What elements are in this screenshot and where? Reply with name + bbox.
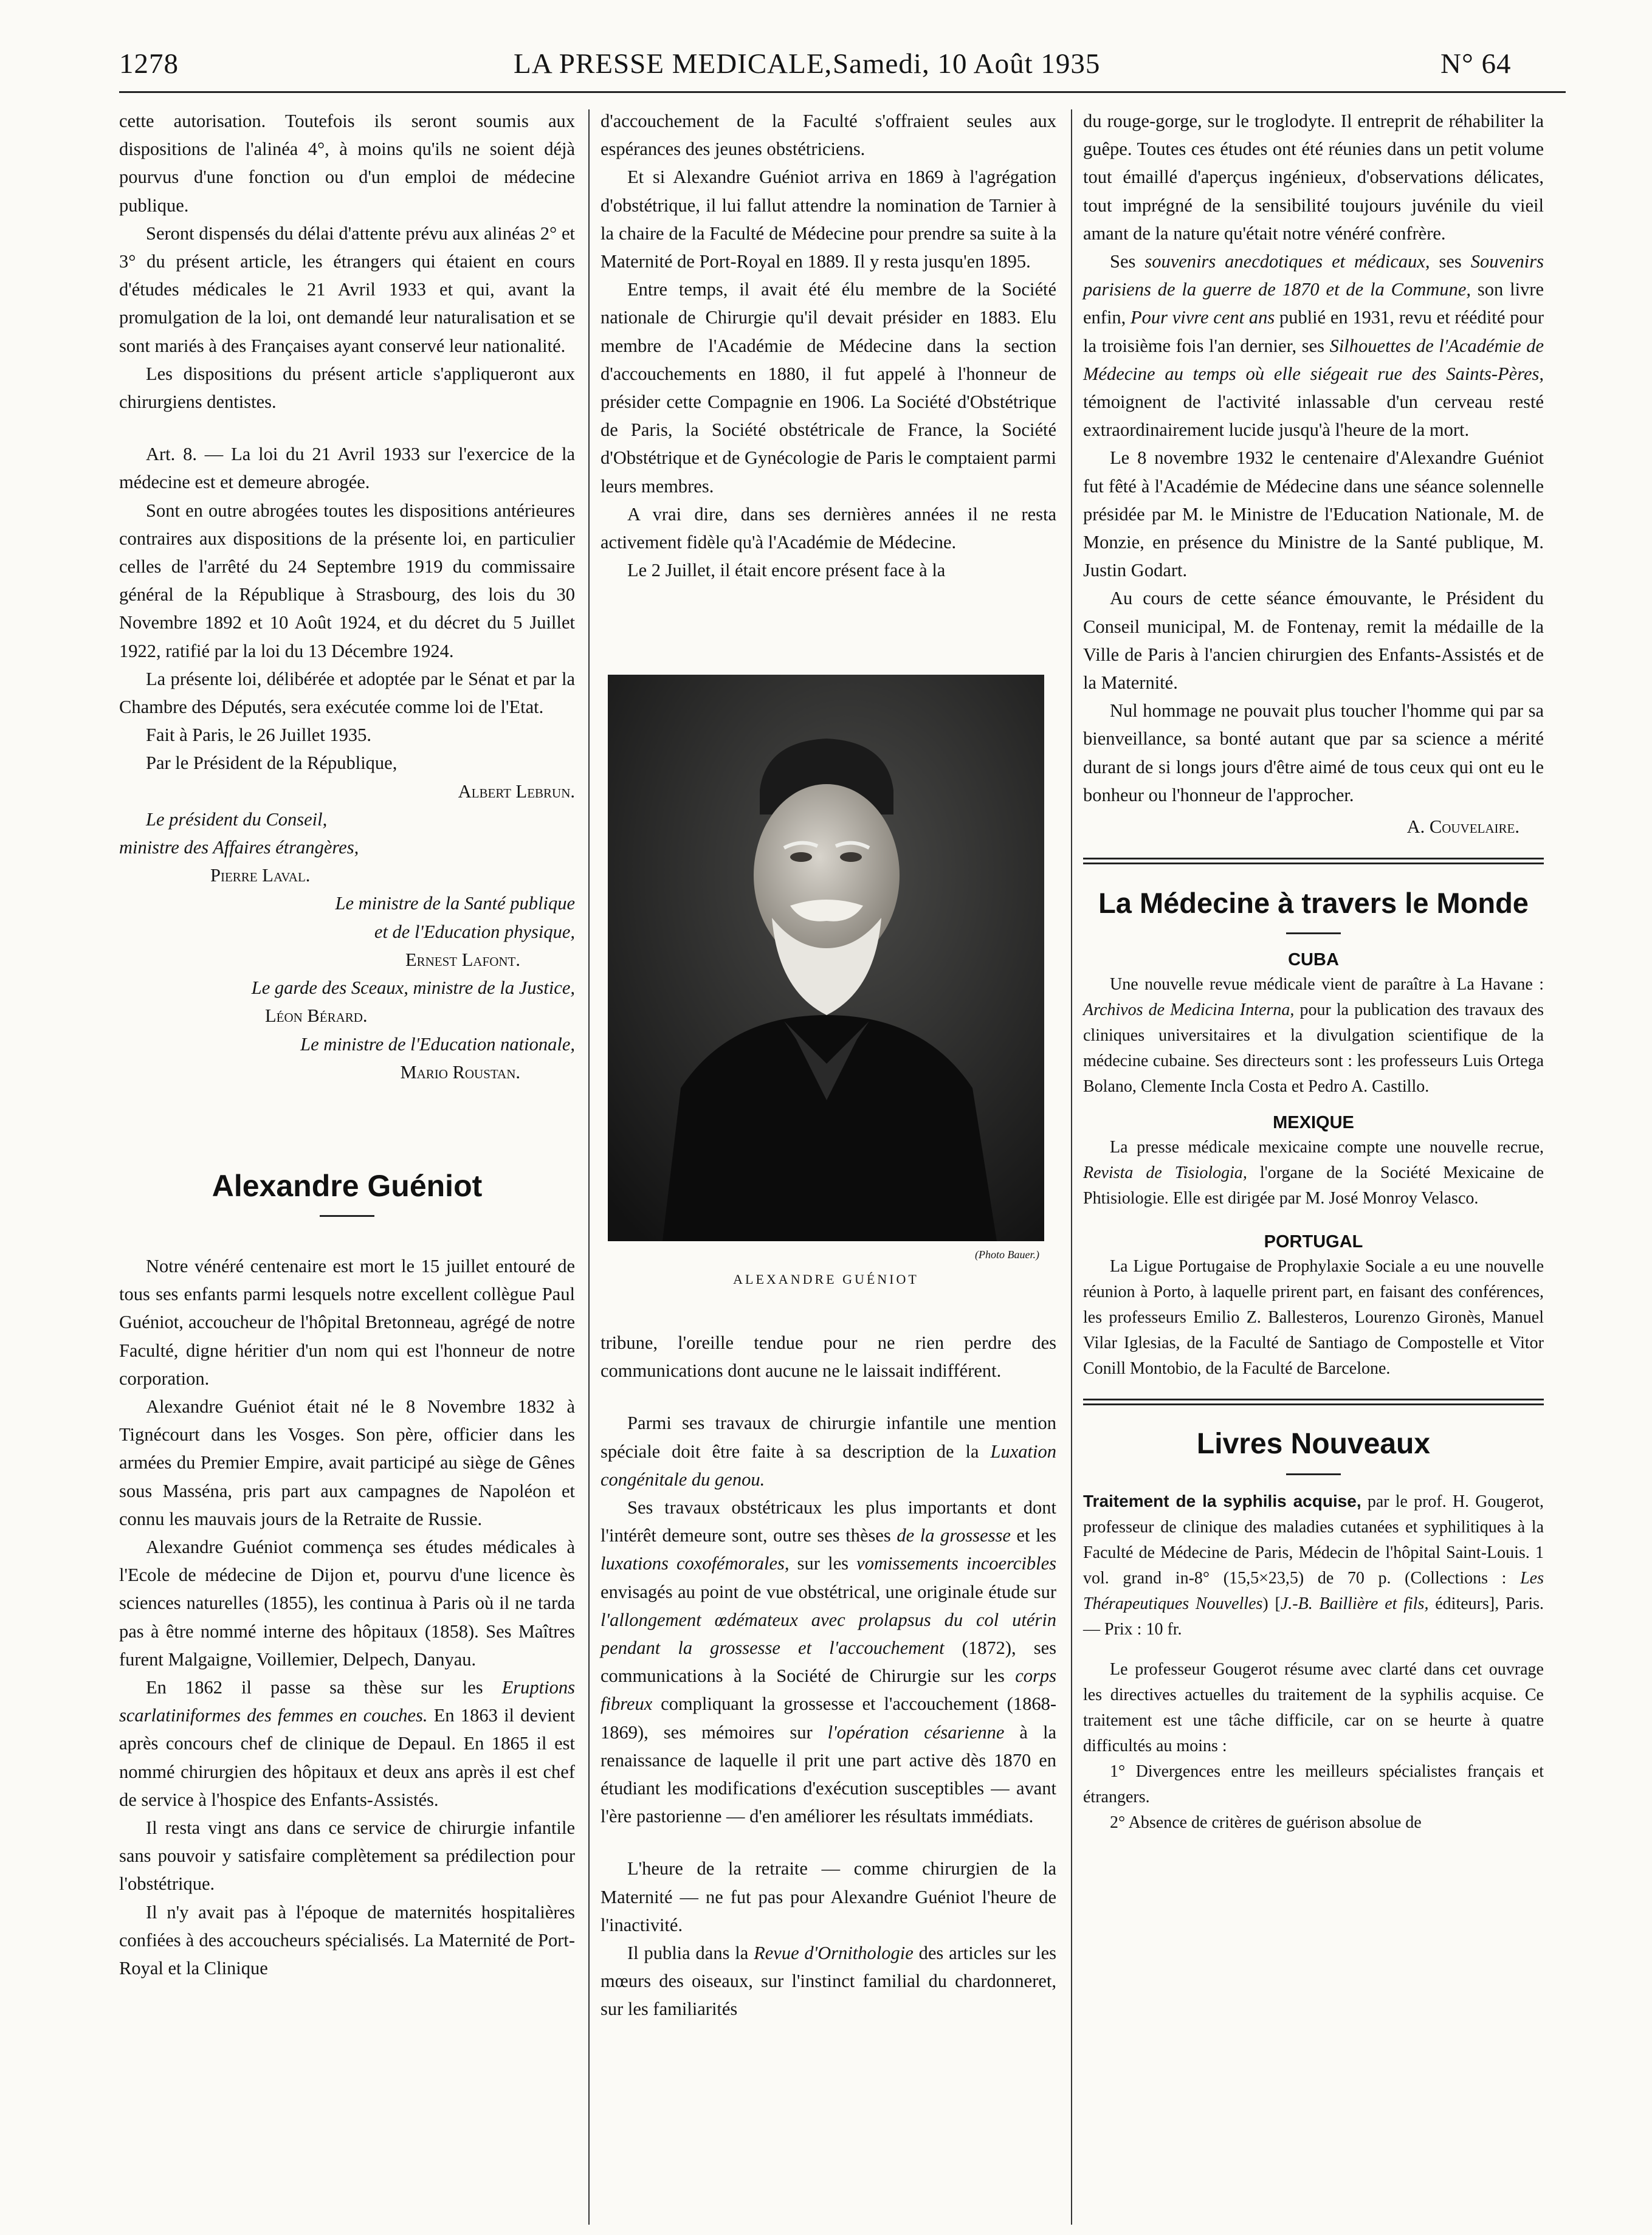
paragraph: La présente loi, délibérée et adoptée par le Sénat et par la Chambre des Députés, sera exécutée comme loi de l'Etat. — [119, 668, 575, 718]
section-rule — [1083, 1399, 1544, 1405]
paragraph: cette autorisation. Toutefois ils seront soumis aux dispositions de l'alinéa 4°, à moins qu'ils ne soient déjà pourvus d'une fonction ou d'un emploi de médecine publique. — [119, 111, 575, 216]
paragraph: du rouge-gorge, sur le troglodyte. Il entreprit de réhabiliter la guêpe. Toutes ces études ont été réunies dans un petit volume tout émaillé d'aperçus ingénieux, d'observations délicates, tout imprégné de la sensibilité toujours juvénile du vieil amant de la nature qu'était notre vénéré confrère. — [1083, 111, 1544, 244]
paragraph: Sont en outre abrogées toutes les dispositions antérieures contraires aux dispositions de la présente loi, en particulier celles de l'arrêté du 24 Septembre 1919 du commissaire général de la République à Strasbourg, des lois du 30 Novembre 1892 et 10 Août 1924, et du décret du 5 Juillet 1922, ratifié par la loi du 13 Décembre 1924. — [119, 500, 575, 661]
country-heading-portugal: PORTUGAL — [1264, 1232, 1363, 1252]
signature-role: et de l'Education physique, — [374, 921, 575, 942]
page-header — [0, 47, 1652, 90]
section-heading: La Médecine à travers le Monde — [1098, 887, 1529, 920]
column-1 — [119, 107, 575, 1982]
column-2 — [601, 107, 1056, 584]
paragraph: Le 8 novembre 1932 le centenaire d'Alexandre Guéniot fut fêté à l'Académie de Médecine dans une séance solennelle présidée par M. le Ministre de l'Education Nationale, M. de Monzie, en présence du Ministre de la Santé publique, M. Justin Godart. — [1083, 447, 1544, 581]
paragraph: La presse médicale mexicaine compte une nouvelle recrue, Revista de Tisiologia, l'organe de la Société Mexicaine de Phtisiologie. Elle est dirigée par M. José Monroy Velasco. — [1083, 1138, 1544, 1208]
signature-role: ministre des Affaires étrangères, — [119, 837, 359, 858]
issue-number: N° 64 — [1440, 48, 1512, 80]
paragraph: Il n'y avait pas à l'époque de maternités hospitalières confiées à des accoucheurs spécialisés. La Maternité de Port-Royal et la Clinique — [119, 1901, 575, 1978]
country-heading-mexique: MEXIQUE — [1273, 1113, 1354, 1133]
paragraph: Et si Alexandre Guéniot arriva en 1869 à l'agrégation d'obstétrique, il lui fallut attendre la nomination de Tarnier à la chaire de la Faculté de Médecine pour prendre sa suite à la Maternité de Port-Royal en 1889. Il y resta jusqu'en 1895. — [601, 167, 1056, 272]
signature-title: Le garde des Sceaux, ministre de la Justice, — [251, 977, 575, 999]
signature-title: Le président du Conseil, — [146, 808, 328, 830]
paragraph: Ses travaux obstétricaux les plus importants et dont l'intérêt demeure sont, outre ses thèses de la grossesse et les luxations coxofémorales, sur les vomissements incoercibles envisagés au point de vue obstétrical, une originale étude sur l'allongement œdémateux avec prolapsus du col utérin pendant la grossesse et l'accouchement (1872), ses communications à la Société de Chirurgie sur les corps fibreux compliquant la grossesse et l'accouchement (1868-1869), ses mémoires sur l'opération césarienne à la renaissance de laquelle il prit une part active dès 1870 en étudiant les modifications d'exécution susceptibles — avant l'ère pastorienne — d'en améliorer les résultats immédiats. — [601, 1497, 1056, 1827]
column-separator — [1071, 109, 1072, 2225]
paragraph: Alexandre Guéniot était né le 8 Novembre 1832 à Tignécourt dans les Vosges. Son père, officier dans les armées du Premier Empire, avait participé au siège de Gênes sous Masséna, pris part aux campagnes de Napoléon et connu les mauvais jours de la Retraite de Russie. — [119, 1396, 575, 1529]
obituary-heading: Alexandre Guéniot — [212, 1168, 483, 1203]
paragraph: Entre temps, il avait été élu membre de la Société nationale de Chirurgie qu'il devait présider en 1883. Elu membre de l'Académie de Médecine dans la section d'accouchements en 1880, il fut appelé à l'honneur de présider cette Compagnie en 1906. La Société d'Obstétrique de Paris, la Société obstétricale de France, la Société d'Obstétrique et de Gynécologie de Paris le comptaient parmi leurs membres. — [601, 279, 1056, 497]
heading-rule — [320, 1215, 374, 1217]
paragraph: Une nouvelle revue médicale vient de paraître à La Havane : Archivos de Medicina Interna, pour la publication des travaux des cliniques universitaires et la divulgation scientifique de la médecine cubaine. Ses directeurs sont : les professeurs Luis Ortega Bolano, Clemente Incla Costa et Pedro A. Castillo. — [1083, 975, 1544, 1097]
author-signature: A. Couvelaire. — [1406, 816, 1519, 838]
paragraph: Nul hommage ne pouvait plus toucher l'homme qui par sa bienveillance, sa bonté autant que par sa science a mérité durant de si longs jours d'être aimé de tous ceux qui ont eu le bonheur ou l'honneur de l'approcher. — [1083, 700, 1544, 805]
paragraph: Le 2 Juillet, il était encore présent face à la — [627, 560, 946, 581]
paragraph: La Ligue Portugaise de Prophylaxie Sociale a eu une nouvelle réunion à Porto, à laquelle prirent part, en faisant des conférences, les professeurs Emilio Z. Ballesteros, Lourenzo Gironès, Manuel Vilar Iglesias, de la Faculté de Santiago de Compostelle et Vitor Conill Montobio, de la Faculté de Barcelone. — [1083, 1257, 1544, 1379]
paragraph: Seront dispensés du délai d'attente prévu aux alinéas 2° et 3° du présent article, les étrangers qui étaient en cours d'études médicales le 21 Avril 1933 et qui, avant la promulgation de la loi, ont demandé leur naturalisation et se sont mariés à des Françaises ayant conservé leur nationalité. — [119, 222, 575, 356]
heading-rule — [1286, 932, 1341, 934]
issue-date: Samedi, 10 Août 1935 — [833, 48, 1101, 80]
signature-title: Le ministre de la Santé publique — [335, 893, 575, 914]
paragraph: L'heure de la retraite — comme chirurgien de la Maternité — ne fut pas pour Alexandre Guéniot l'heure de l'inactivité. — [601, 1858, 1056, 1935]
book-entry: Traitement de la syphilis acquise, par le prof. H. Gougerot, professeur de clinique des maladies cutanées et syphilitiques à la Faculté de Médecine de Paris, Médecin de l'hôpital Saint-Louis. 1 vol. grand in-8° (15,5×23,5) de 70 p. (Collections : Les Thérapeutiques Nouvelles) [J.-B. Baillière et fils, éditeurs], Paris. — Prix : 10 fr. — [1083, 1492, 1544, 1639]
list-item: 1° Divergences entre les meilleurs spécialistes français et étrangers. — [1083, 1762, 1544, 1807]
column-2-continued — [601, 1329, 1056, 2023]
page-number: 1278 — [119, 48, 179, 80]
signature-name: Mario Roustan. — [400, 1061, 520, 1083]
signature-name: Léon Bérard. — [265, 1005, 368, 1027]
paragraph: Par le Président de la République, — [146, 752, 398, 774]
paragraph: Notre vénéré centenaire est mort le 15 juillet entouré de tous ses enfants parmi lesquels notre excellent collègue Paul Guéniot, accoucheur de l'hôpital Bretonneau, agrégé de notre Faculté, digne héritier d'un nom qui est l'honneur de notre corporation. — [119, 1255, 575, 1389]
journal-title: LA PRESSE MEDICALE, — [514, 48, 833, 80]
paragraph: A vrai dire, dans ses dernières années il ne resta activement fidèle qu'à l'Académie de Médecine. — [601, 503, 1056, 553]
paragraph: tribune, l'oreille tendue pour ne rien perdre des communications dont aucune ne le laissait indifférent. — [601, 1332, 1056, 1382]
signature-title: Le ministre de l'Education nationale, — [300, 1033, 575, 1055]
paragraph: d'accouchement de la Faculté s'offraient seules aux espérances des jeunes obstétriciens. — [601, 111, 1056, 160]
paragraph: Les dispositions du présent article s'appliqueront aux chirurgiens dentistes. — [119, 363, 575, 413]
paragraph: Il resta vingt ans dans ce service de chirurgie infantile sans pouvoir y satisfaire complètement sa prédilection pour l'obstétrique. — [119, 1817, 575, 1895]
heading-rule — [1286, 1473, 1341, 1475]
article-8: Art. 8. — La loi du 21 Avril 1933 sur l'exercice de la médecine est et demeure abrogée. — [119, 444, 575, 493]
paragraph: Le professeur Gougerot résume avec clarté dans cet ouvrage les directives actuelles du traitement de la syphilis acquise. Ce traitement est une tâche difficile, car on se heurte à quatre difficultés au moins : — [1083, 1660, 1544, 1756]
paragraph: Alexandre Guéniot commença ses études médicales à l'Ecole de médecine de Dijon et, pourvu d'une licence ès sciences naturelles (1855), les continua à Paris où il ne tarda pas à être nommé interne des hôpitaux (1858). Ses Maîtres furent Malgaigne, Voillemier, Delpech, Danyau. — [119, 1536, 575, 1670]
signature-name: Albert Lebrun. — [458, 780, 575, 802]
signature-name: Ernest Lafont. — [405, 949, 520, 970]
paragraph: Fait à Paris, le 26 Juillet 1935. — [146, 725, 372, 746]
column-3 — [1083, 107, 1544, 1836]
country-heading-cuba: CUBA — [1288, 950, 1339, 970]
portrait-photo — [608, 675, 1044, 1241]
photo-caption: ALEXANDRE GUÉNIOT — [733, 1272, 919, 1287]
section-rule — [1083, 858, 1544, 864]
paragraph: Au cours de cette séance émouvante, le Président du Conseil municipal, M. de Fontenay, remit la médaille de la Ville de Paris à l'ancien chirurgien des Enfants-Assistés et de la Maternité. — [1083, 588, 1544, 694]
photo-credit: (Photo Bauer.) — [975, 1248, 1039, 1261]
paragraph: Parmi ses travaux de chirurgie infantile une mention spéciale doit être faite à sa description de la Luxation congénitale du genou. — [601, 1413, 1056, 1490]
list-item: 2° Absence de critères de guérison absolue de — [1110, 1813, 1422, 1833]
paragraph: En 1862 il passe sa thèse sur les Eruptions scarlatiniformes des femmes en couches. En 1863 il devient après concours chef de clinique de Depaul. En 1865 il est nommé chirurgien des hôpitaux et deux ans après il est chef de service à l'hospice des Enfants-Assistés. — [119, 1676, 575, 1810]
signature-name: Pierre Laval. — [210, 865, 311, 886]
column-separator — [588, 109, 590, 2225]
header-rule — [119, 91, 1566, 93]
paragraph: Ses souvenirs anecdotiques et médicaux, ses Souvenirs parisiens de la guerre de 1870 et de la Commune, son livre enfin, Pour vivre cent ans publié en 1931, revu et réédité pour la troisième fois l'an dernier, ses Silhouettes de l'Académie de Médecine au temps où elle siégeait rue des Saints-Pères, témoignent de l'activité inlassable d'un cerveau resté extraordinairement lucide jusqu'à l'heure de la mort. — [1083, 251, 1544, 441]
section-heading: Livres Nouveaux — [1196, 1428, 1431, 1461]
paragraph: Il publia dans la Revue d'Ornithologie des articles sur les mœurs des oiseaux, sur l'instinct familial du chardonneret, sur les familiarités — [601, 1943, 1056, 2020]
